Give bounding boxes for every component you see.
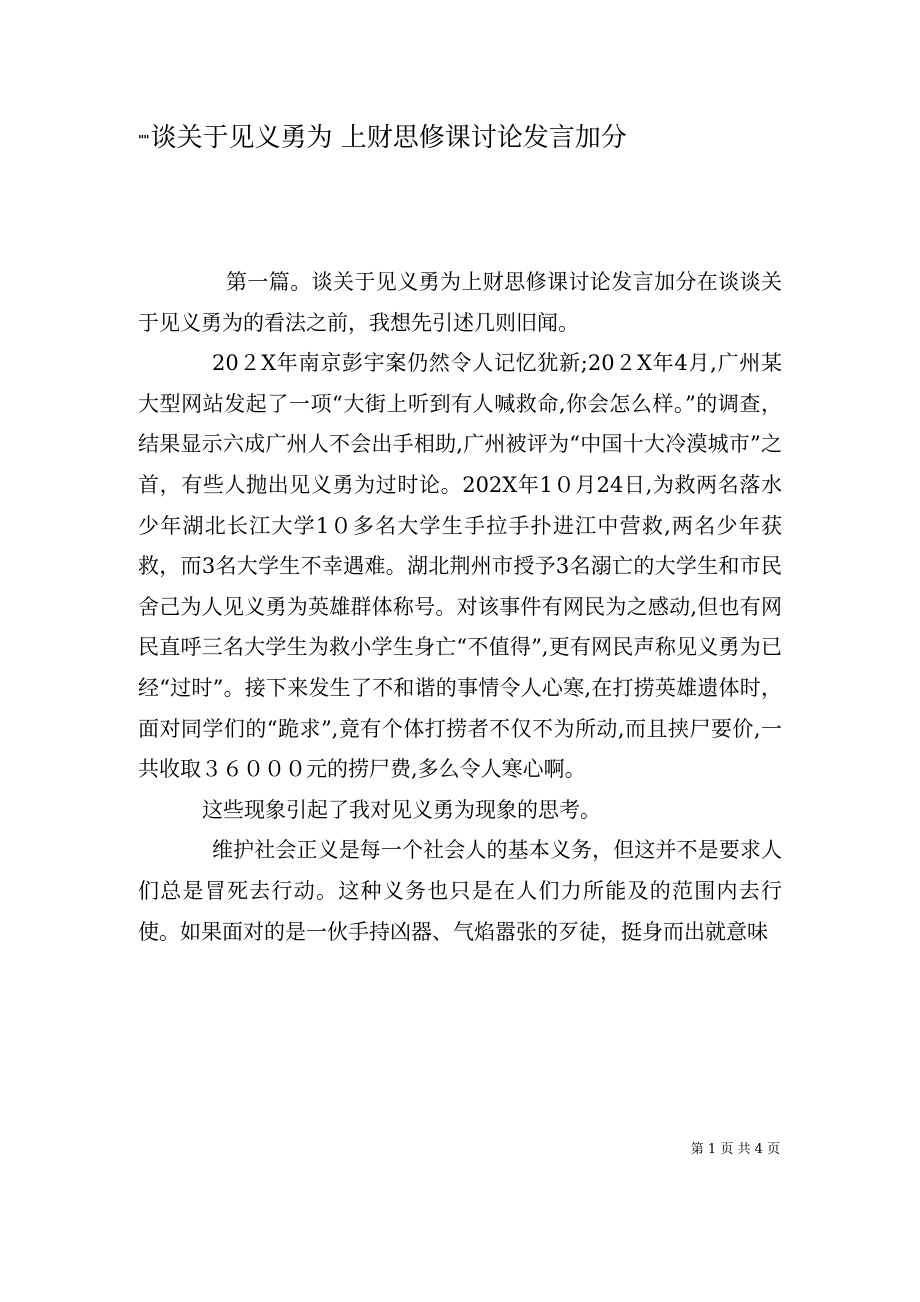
page-number-footer: 第 1 页 共 4 页 (690, 1142, 780, 1157)
title-quote-mark: "" (138, 133, 149, 147)
paragraph-4: 维护社会正义是每一个社会人的基本义务，但这并不是要求人们总是冒死去行动。这种义务也只是在人们力所能及的范围内去行使。如果面对的是一伙手持凶器、气焰嚣张的歹徒，挺身而出就意味 (138, 838, 782, 944)
document-title (138, 118, 818, 160)
title-text: 谈关于见义勇为 上财思修课讨论发言加分 (150, 123, 627, 153)
paragraph-1: 第一篇。谈关于见义勇为上财思修课讨论发言加分在谈谈关于见义勇为的看法之前，我想先引述几则旧闻。 (138, 270, 782, 335)
paragraph-3: 这些现象引起了我对见义勇为现象的思考。 (202, 797, 601, 822)
paragraph-2: 20２X年南京彭宇案仍然令人记忆犹新;20２X年4月,广州某大型网站发起了一项“大街上听到有人喊救命,你会怎么样。”的调查，结果显示六成广州人不会出手相助,广州被评为“中国十大冷漠城市”之首，有些人抛出见义勇为过时论。202X年1０月24日,为救两名落水少年湖北长江大学1０多名大学生手拉手扑进江中营救,两名少年获救，而3名大学生不幸遇难。湖北荆州市授予3名溺亡的大学生和市民舍己为人见义勇为英雄群体称号。对该事件有网民为之感动,但也有网民直呼三名大学生为救小学生身亡“不值得”,更有网民声称见义勇为已经“过时”。接下来发生了不和谐的事情令人心寒,在打捞英雄遗体时，面对同学们的“跪求”,竟有个体打捞者不仅不为所动,而且挟尸要价,一共收取３６０００元的捞尸费,多么令人寒心啊。 (138, 351, 783, 782)
document-body (138, 262, 782, 952)
